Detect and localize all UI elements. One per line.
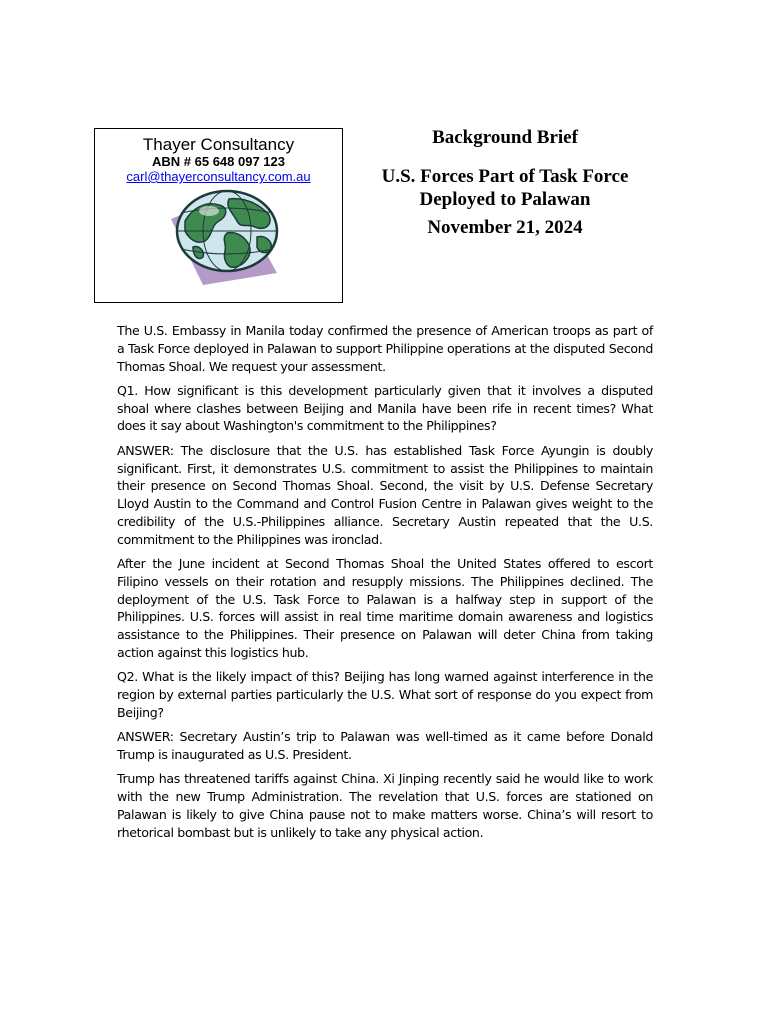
paragraph-answer-1: ANSWER: The disclosure that the U.S. has established Task Force Ayungin is doubly significant. First, it demonstrates U.S. commitment to assist the Philippines to maintain their presence on Second Thomas Shoal. Second, the visit by U.S. Defense Secretary Lloyd Austin to the Command and Control Fusion Centre in Palawan gives weight to the credibility of the U.S.-Philippines alliance. Secretary Austin repeated that the U.S. commitment to the Philippines was ironclad. [117,442,653,547]
brief-date: November 21, 2024 [427,217,583,238]
paragraph-answer-1-continued: After the June incident at Second Thomas Shoal the United States offered to escort Filipino vessels on their rotation and resupply missions. The Philippines declined. The deployment of the U.S. Task Force to Palawan is a halfway step in support of the Philippines. U.S. forces will assist in real time maritime domain awareness and logistics assistance to the Philippines. Their presence on Palawan will deter China from taking action against this logistics hub. [117,556,653,661]
brief-label: Background Brief [432,127,578,148]
paragraph-question-1: Q1. How significant is this development particularly given that it involves a disputed shoal where clashes between Beijing and Manila have been rife in recent times? What does it say about Washington's commitment to the Philippines? [117,382,653,434]
brief-body [117,322,653,848]
paragraph-answer-2-continued: Trump has threatened tariffs against China. Xi Jinping recently said he would like to work with the new Trump Administration. The revelation that U.S. forces are stationed on Palawan is likely to give China pause not to make matters worse. China’s will resort to rhetorical bombast but is unlikely to take any physical action. [117,771,653,840]
company-name: Thayer Consultancy [142,135,295,154]
letterhead-box [94,128,343,303]
brief-title [364,165,646,211]
brief-title-line-1: U.S. Forces Part of Task Force [381,166,629,187]
paragraph-answer-2: ANSWER: Secretary Austin’s trip to Palawan was well-timed as it came before Donald Trump is inaugurated as U.S. President. [117,729,653,763]
globe-icon [169,185,281,287]
paragraph-intro: The U.S. Embassy in Manila today confirmed the presence of American troops as part of a Task Force deployed in Palawan to support Philippine operations at the disputed Second Thomas Shoal. We request your assessment. [117,323,653,374]
paragraph-question-2: Q2. What is the likely impact of this? Beijing has long warned against interference in the region by external parties particularly the U.S. What sort of response do you expect from Beijing? [117,669,653,720]
brief-title-line-2: Deployed to Palawan [419,189,591,210]
company-email-link[interactable]: carl@thayerconsultancy.com.au [126,169,311,184]
company-abn: ABN # 65 648 097 123 [152,154,285,169]
